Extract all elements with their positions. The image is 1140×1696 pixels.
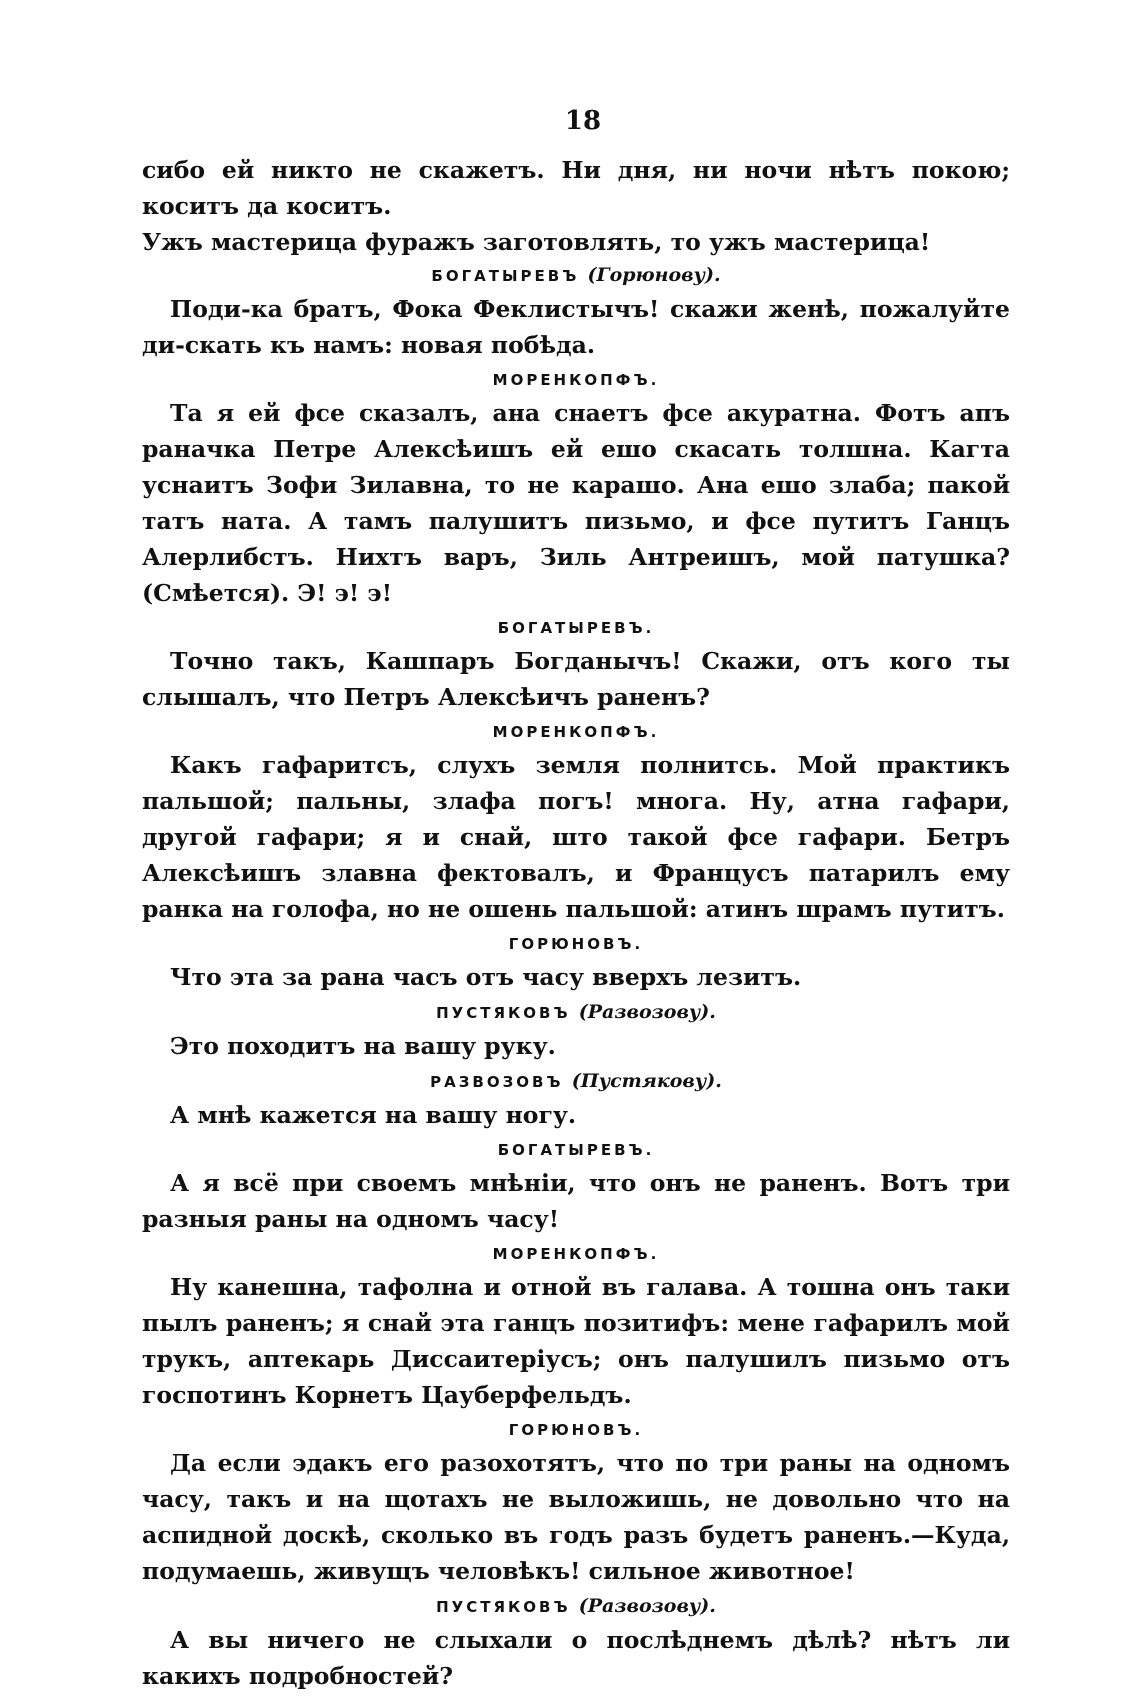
- speaker-heading: [142, 1239, 1010, 1269]
- speaker-name: МОРЕНКОПФЪ.: [492, 1245, 660, 1263]
- stage-direction: (Развозову).: [578, 1001, 716, 1023]
- speaker-heading: [142, 365, 1010, 395]
- speech-text: А я всё при своемъ мнѣніи, что онъ не раненъ. Вотъ три разныя раны на одномъ часу!: [142, 1169, 1010, 1233]
- speech-text: Та я ей фсе сказалъ, ана снаетъ фсе акуратна. Фотъ апъ раначка Петре Алексѣишъ ей ешо скасать толшна. Кагта уснаитъ Зофи Зилавна, то не карашо. Ана ешо злаба; пакой татъ ната. А тамъ палушитъ пизьмо, и фсе путитъ Ганцъ Алерлибстъ. Нихтъ варъ, Зиль Антреишъ, мой патушка? (Смѣется). Э! э! э!: [142, 399, 1010, 607]
- speech-text: Какъ гафаритсъ, слухъ земля полнитсь. Мой практикъ пальшой; пальны, злафа погъ! многа. Ну, атна гафари, другой гафари; я и снай, што такой фсе гафари. Бетръ Алексѣишъ злавна фектовалъ, и Францусъ патарилъ ему ранка на голофа, но не ошень пальшой: атинъ шрамъ путитъ.: [142, 751, 1010, 923]
- stage-direction: (Развозову).: [578, 1595, 716, 1617]
- speaker-heading: [142, 1135, 1010, 1165]
- speech-text: Что эта за рана часъ отъ часу вверхъ лезитъ.: [170, 963, 802, 991]
- speaker-name: ГОРЮНОВЪ.: [508, 935, 644, 953]
- opening-line-2: Ужъ мастерица фуражъ заготовлять, то ужъ мастерица!: [142, 228, 931, 256]
- speech-text: А вы ничего не слыхали о послѣднемъ дѣлѣ? нѣтъ ли какихъ подробностей?: [142, 1626, 1010, 1690]
- speaker-name: БОГАТЫРЕВЪ: [431, 267, 580, 285]
- stage-direction: (Пустякову).: [571, 1070, 722, 1092]
- speaker-heading: [142, 260, 1010, 291]
- speaker-heading: [142, 1066, 1010, 1097]
- speech-text: А мнѣ кажется на вашу ногу.: [170, 1101, 577, 1129]
- speech-text: Да если эдакъ его разохотятъ, что по три раны на одномъ часу, такъ и на щотахъ не выложишь, не довольно что на аспидной доскѣ, сколько въ годъ разъ будетъ раненъ.—Куда, подумаешь, живущъ человѣкъ! сильное животное!: [142, 1449, 1010, 1585]
- speech-text: Поди-ка братъ, Фока Феклистычъ! скажи женѣ, пожалуйте ди-скать къ намъ: новая побѣда.: [142, 295, 1010, 359]
- speaker-heading: [142, 1415, 1010, 1445]
- speaker-name: МОРЕНКОПФЪ.: [492, 723, 660, 741]
- stage-direction: (Горюнову).: [587, 264, 721, 286]
- page-number: 18: [564, 106, 602, 136]
- speaker-name: ПУСТЯКОВЪ: [436, 1598, 571, 1616]
- speaker-heading: [142, 997, 1010, 1028]
- speaker-name: МОРЕНКОПФЪ.: [492, 371, 660, 389]
- speech-text: Точно такъ, Кашпаръ Богданычъ! Скажи, отъ кого ты слышалъ, что Петръ Алексѣичъ раненъ?: [142, 647, 1010, 711]
- speaker-heading: [142, 717, 1010, 747]
- speaker-heading: [142, 1591, 1010, 1622]
- speaker-name: БОГАТЫРЕВЪ.: [497, 619, 655, 637]
- speech-text: Ну канешна, тафолна и отной въ галава. А тошна онъ таки пылъ раненъ; я снай эта ганцъ позитифъ: мене гафарилъ мой трукъ, аптекарь Диссаитеріусъ; онъ палушилъ пизьмо отъ госпотинъ Корнетъ Цауберфельдъ.: [142, 1273, 1010, 1409]
- speaker-name: ПУСТЯКОВЪ: [436, 1004, 571, 1022]
- speaker-name: БОГАТЫРЕВЪ.: [497, 1141, 655, 1159]
- speaker-heading: [142, 929, 1010, 959]
- speech-text: Это походитъ на вашу руку.: [170, 1032, 556, 1060]
- book-page: [142, 96, 1010, 1696]
- speaker-name: РАЗВОЗОВЪ: [430, 1073, 564, 1091]
- opening-line-1: сибо ей никто не скажетъ. Ни дня, ни ночи нѣтъ покою; коситъ да коситъ.: [142, 156, 1010, 220]
- speaker-name: ГОРЮНОВЪ.: [508, 1421, 644, 1439]
- speaker-heading: [142, 613, 1010, 643]
